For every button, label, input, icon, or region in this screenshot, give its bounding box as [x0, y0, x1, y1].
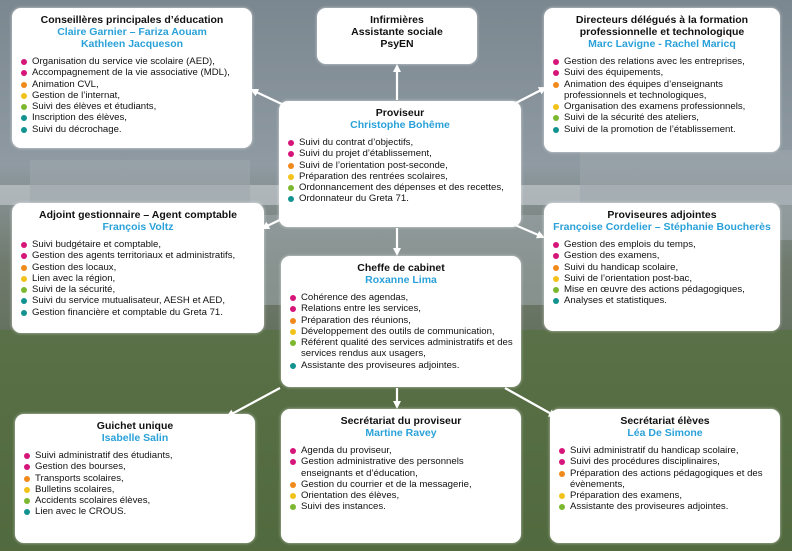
- bullet-dot-icon: [21, 310, 27, 316]
- person-name: Christophe Bohême: [350, 119, 450, 131]
- bullet-dot-icon: [553, 70, 559, 76]
- task-item: [552, 67, 772, 78]
- box-cheffe-de-cabinet: [281, 256, 521, 387]
- person-name: François Voltz: [102, 221, 174, 233]
- box-title: [287, 107, 513, 119]
- task-text: Gestion des examens,: [564, 250, 660, 262]
- task-item: [558, 501, 772, 512]
- title-line: Assistante sociale: [351, 26, 443, 38]
- bullet-dot-icon: [288, 185, 294, 191]
- task-text: Préparation des rentrées scolaires,: [299, 170, 448, 182]
- box-cpe: [12, 8, 252, 148]
- task-text: Relations entre les services,: [301, 303, 421, 315]
- bullet-dot-icon: [553, 115, 559, 121]
- bullet-dot-icon: [559, 504, 565, 510]
- bullet-dot-icon: [288, 151, 294, 157]
- task-text: Assistante des proviseures adjointes.: [570, 501, 729, 513]
- task-item: [289, 315, 513, 326]
- bullet-dot-icon: [290, 329, 296, 335]
- task-item: [23, 484, 247, 495]
- task-list: [552, 239, 772, 307]
- task-item: [20, 56, 244, 67]
- task-item: [552, 250, 772, 261]
- task-item: [20, 295, 256, 306]
- task-text: Développement des outils de communication,: [301, 325, 495, 337]
- bullet-dot-icon: [553, 298, 559, 304]
- task-text: Lien avec le CROUS.: [35, 506, 127, 518]
- box-secretariat-proviseur: [281, 409, 521, 543]
- task-item: [552, 273, 772, 284]
- box-title: [289, 415, 513, 427]
- title-line: Secrétariat du proviseur: [340, 415, 462, 427]
- bullet-dot-icon: [553, 127, 559, 133]
- task-item: [20, 239, 256, 250]
- bullet-dot-icon: [553, 82, 559, 88]
- task-item: [287, 182, 513, 193]
- task-text: Inscription des élèves,: [32, 112, 127, 124]
- task-list: [20, 56, 244, 135]
- task-text: Accompagnement de la vie associative (MDL),: [32, 67, 230, 79]
- bullet-dot-icon: [21, 93, 27, 99]
- task-text: Animation des équipes d’enseignants professionnels et technologiques,: [564, 78, 723, 101]
- box-proviseures-adjointes: [544, 203, 780, 331]
- bullet-dot-icon: [288, 140, 294, 146]
- task-text: Référent qualité des services administratifs et des services rendus aux usagers,: [301, 337, 513, 360]
- task-text: Gestion de l’internat,: [32, 89, 120, 101]
- title-line: Infirmières: [370, 14, 424, 26]
- box-title: [289, 262, 513, 274]
- bullet-dot-icon: [21, 127, 27, 133]
- bullet-dot-icon: [21, 298, 27, 304]
- task-text: Suivi des élèves et étudiants,: [32, 101, 157, 113]
- task-item: [552, 239, 772, 250]
- task-text: Suivi du contrat d’objectifs,: [299, 137, 414, 148]
- box-infirmieres: [317, 8, 477, 64]
- bullet-dot-icon: [290, 482, 296, 488]
- task-list: [289, 445, 513, 513]
- box-secretariat-eleves: [550, 409, 780, 543]
- task-item: [558, 456, 772, 467]
- bullet-dot-icon: [21, 265, 27, 271]
- title-line: professionnelle et technologique: [579, 26, 745, 38]
- task-item: [289, 490, 513, 501]
- bullet-dot-icon: [290, 504, 296, 510]
- task-text: Mise en œuvre des actions pédagogiques,: [564, 284, 745, 296]
- task-text: Gestion administrative des personnels enseignants et d’éducation,: [301, 456, 464, 479]
- task-item: [552, 112, 772, 123]
- task-text: Assistante des proviseures adjointes.: [301, 359, 460, 371]
- person-name: Françoise Cordelier – Stéphanie Boucherès: [553, 221, 771, 233]
- bullet-dot-icon: [290, 493, 296, 499]
- task-item: [552, 79, 772, 102]
- task-text: Ordonnancement des dépenses et des recettes,: [299, 182, 504, 194]
- task-item: [558, 490, 772, 501]
- task-item: [20, 284, 256, 295]
- arrow-to-proviseures-adjointes: [515, 225, 543, 237]
- task-text: Suivi de la sécurité des ateliers,: [564, 112, 699, 124]
- task-item: [287, 137, 513, 148]
- box-title: [552, 14, 772, 38]
- person-name: Isabelle Salin: [101, 432, 169, 444]
- task-list: [287, 137, 513, 205]
- bullet-dot-icon: [21, 276, 27, 282]
- bullet-dot-icon: [290, 318, 296, 324]
- bullet-dot-icon: [21, 104, 27, 110]
- task-item: [289, 292, 513, 303]
- arrow-to-guichet: [228, 388, 280, 416]
- title-line: Directeurs délégués à la formation: [575, 14, 749, 26]
- box-title: [325, 14, 469, 50]
- bullet-dot-icon: [553, 276, 559, 282]
- person-name: Marc Lavigne - Rachel Maricq: [588, 38, 736, 50]
- task-text: Lien avec la région,: [32, 272, 116, 284]
- task-item: [23, 461, 247, 472]
- task-list: [552, 56, 772, 135]
- task-text: Suivi administratif du handicap scolaire,: [570, 445, 739, 456]
- box-proviseur: [279, 101, 521, 227]
- task-text: Organisation des examens professionnels,: [564, 101, 746, 113]
- task-item: [23, 450, 247, 461]
- task-text: Suivi du décrochage.: [32, 123, 122, 135]
- bullet-dot-icon: [24, 464, 30, 470]
- task-item: [289, 479, 513, 490]
- bullet-dot-icon: [559, 459, 565, 465]
- task-item: [20, 124, 244, 135]
- task-text: Suivi du handicap scolaire,: [564, 261, 679, 273]
- bullet-dot-icon: [290, 306, 296, 312]
- task-item: [289, 456, 513, 479]
- task-item: [558, 468, 772, 491]
- task-text: Suivi de l’orientation post-seconde,: [299, 159, 448, 171]
- task-text: Suivi administratif des étudiants,: [35, 450, 173, 461]
- bullet-dot-icon: [21, 242, 27, 248]
- task-list: [558, 445, 772, 513]
- task-text: Ordonnateur du Greta 71.: [299, 193, 409, 205]
- task-text: Organisation du service vie scolaire (AED),: [32, 56, 215, 67]
- task-text: Gestion des agents territoriaux et administratifs,: [32, 250, 236, 262]
- task-text: Préparation des examens,: [570, 490, 682, 502]
- task-item: [20, 101, 244, 112]
- title-line: Cheffe de cabinet: [357, 262, 445, 274]
- bullet-dot-icon: [24, 487, 30, 493]
- task-text: Suivi du service mutualisateur, AESH et AED,: [32, 295, 226, 307]
- bullet-dot-icon: [21, 70, 27, 76]
- task-text: Suivi des équipements,: [564, 67, 664, 79]
- title-line: Guichet unique: [96, 420, 174, 432]
- task-item: [289, 303, 513, 314]
- bullet-dot-icon: [553, 287, 559, 293]
- task-item: [552, 262, 772, 273]
- task-text: Suivi du projet d’établissement,: [299, 148, 432, 160]
- task-item: [289, 326, 513, 337]
- bullet-dot-icon: [290, 363, 296, 369]
- task-text: Suivi de la promotion de l’établissement.: [564, 123, 736, 135]
- task-text: Cohérence des agendas,: [301, 292, 409, 303]
- task-item: [552, 124, 772, 135]
- bullet-dot-icon: [288, 174, 294, 180]
- bullet-dot-icon: [290, 340, 296, 346]
- task-item: [287, 148, 513, 159]
- task-item: [20, 273, 256, 284]
- task-list: [20, 239, 256, 318]
- task-text: Gestion des emplois du temps,: [564, 239, 696, 250]
- box-guichet-unique: [15, 414, 255, 543]
- title-line: PsyEN: [380, 38, 414, 50]
- bullet-dot-icon: [21, 253, 27, 259]
- bullet-dot-icon: [21, 59, 27, 65]
- task-item: [552, 295, 772, 306]
- box-title: [20, 209, 256, 221]
- task-item: [20, 90, 244, 101]
- task-text: Suivi budgétaire et comptable,: [32, 239, 162, 250]
- bullet-dot-icon: [559, 493, 565, 499]
- box-title: [558, 415, 772, 427]
- task-item: [23, 506, 247, 517]
- box-directeurs-delegues: [544, 8, 780, 152]
- bullet-dot-icon: [290, 448, 296, 454]
- task-item: [23, 473, 247, 484]
- title-line: Conseillères principales d’éducation: [40, 14, 224, 26]
- task-list: [289, 292, 513, 371]
- task-text: Orientation des élèves,: [301, 490, 400, 502]
- person-name: Claire Garnier – Fariza Aouam: [57, 26, 207, 38]
- task-item: [20, 250, 256, 261]
- title-line: Proviseures adjointes: [607, 209, 717, 221]
- task-item: [23, 495, 247, 506]
- box-title: [552, 209, 772, 221]
- task-item: [558, 445, 772, 456]
- task-item: [289, 445, 513, 456]
- task-item: [287, 171, 513, 182]
- task-text: Suivi des procédures disciplinaires,: [570, 456, 720, 468]
- bullet-dot-icon: [288, 196, 294, 202]
- task-item: [20, 112, 244, 123]
- task-item: [20, 307, 256, 318]
- task-text: Bulletins scolaires,: [35, 483, 115, 495]
- task-text: Animation CVL,: [32, 78, 99, 90]
- bullet-dot-icon: [21, 115, 27, 121]
- bullet-dot-icon: [290, 459, 296, 465]
- person-name: Martine Ravey: [365, 427, 437, 439]
- task-text: Suivi de l’orientation post-bac,: [564, 272, 692, 284]
- bullet-dot-icon: [553, 104, 559, 110]
- person-name: Roxanne Lima: [365, 274, 437, 286]
- bullet-dot-icon: [288, 163, 294, 169]
- task-text: Agenda du proviseur,: [301, 445, 392, 456]
- bullet-dot-icon: [24, 498, 30, 504]
- task-item: [287, 160, 513, 171]
- task-item: [289, 360, 513, 371]
- task-item: [20, 67, 244, 78]
- task-item: [552, 56, 772, 67]
- bullet-dot-icon: [553, 59, 559, 65]
- task-text: Gestion des relations avec les entreprises,: [564, 56, 745, 67]
- task-text: Préparation des actions pédagogiques et des évènements,: [570, 467, 763, 490]
- bullet-dot-icon: [21, 287, 27, 293]
- task-item: [289, 337, 513, 360]
- task-item: [287, 193, 513, 204]
- title-line: Secrétariat élèves: [620, 415, 710, 427]
- title-line: Proviseur: [375, 107, 425, 119]
- task-text: Analyses et statistiques.: [564, 295, 667, 307]
- task-text: Transports scolaires,: [35, 472, 124, 484]
- task-text: Suivi de la sécurité,: [32, 284, 116, 296]
- bullet-dot-icon: [21, 82, 27, 88]
- bullet-dot-icon: [24, 453, 30, 459]
- task-text: Gestion financière et comptable du Greta 71.: [32, 306, 223, 318]
- task-item: [552, 284, 772, 295]
- bullet-dot-icon: [559, 471, 565, 477]
- task-item: [20, 79, 244, 90]
- task-list: [23, 450, 247, 518]
- task-text: Gestion des locaux,: [32, 261, 117, 273]
- bullet-dot-icon: [553, 253, 559, 259]
- task-item: [20, 262, 256, 273]
- task-text: Suivi des instances.: [301, 501, 386, 513]
- box-title: [23, 420, 247, 432]
- title-line: Adjoint gestionnaire – Agent comptable: [39, 209, 237, 221]
- task-text: Accidents scolaires élèves,: [35, 495, 151, 507]
- bullet-dot-icon: [553, 242, 559, 248]
- task-item: [289, 501, 513, 512]
- task-item: [552, 101, 772, 112]
- task-text: Gestion du courrier et de la messagerie,: [301, 478, 472, 490]
- task-text: Gestion des bourses,: [35, 461, 126, 473]
- bullet-dot-icon: [24, 509, 30, 515]
- task-text: Préparation des réunions,: [301, 314, 411, 326]
- person-name: Kathleen Jacqueson: [80, 38, 184, 50]
- person-name: Léa De Simone: [627, 427, 703, 439]
- bullet-dot-icon: [290, 295, 296, 301]
- bullet-dot-icon: [553, 265, 559, 271]
- box-adjoint-gestionnaire: [12, 203, 264, 333]
- bullet-dot-icon: [24, 476, 30, 482]
- bullet-dot-icon: [559, 448, 565, 454]
- box-title: [20, 14, 244, 26]
